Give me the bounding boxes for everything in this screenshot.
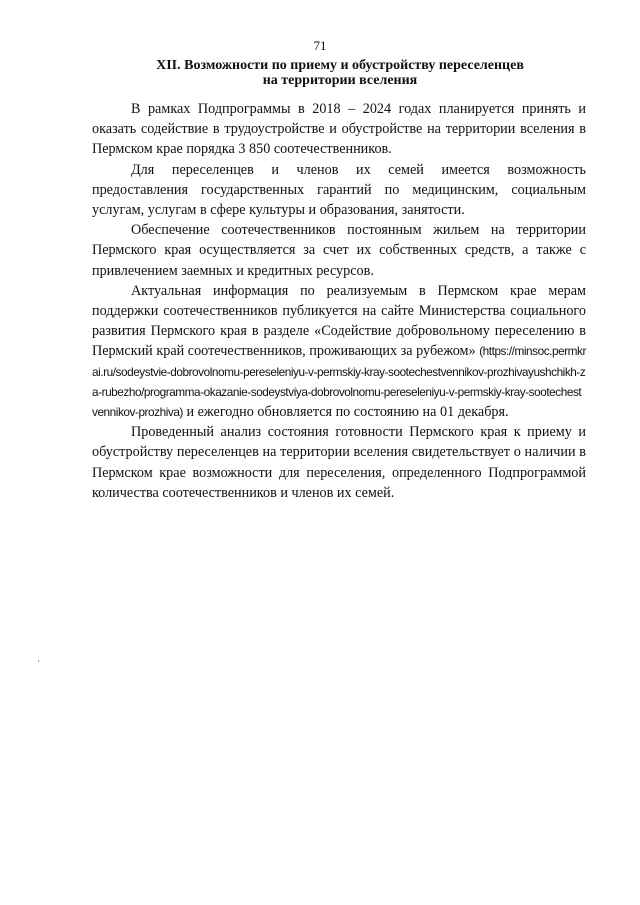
paragraph-4 <box>92 281 586 422</box>
section-title-line-2: на территории вселения <box>262 73 418 88</box>
paragraph-5: Проведенный анализ состояния готовности Пермского края к приему и обустройству переселенцев на территории вселения свидетельствует о наличии в Пермском крае возможности для переселения, определенного Подпрограммой количества соотечественников и членов их семей. <box>92 424 586 501</box>
page-number: 71 <box>313 38 327 53</box>
scan-speck <box>38 660 39 662</box>
paragraph-3: Обеспечение соотечественников постоянным жильем на территории Пермского края осуществляется за счет их собственных средств, а также с привлечением заемных и кредитных ресурсов. <box>92 222 586 279</box>
section-title-line-1: XII. Возможности по приему и обустройству переселенцев <box>156 58 524 73</box>
paragraph-4-text-before: Актуальная информация по реализуемым в Пермском крае мерам поддержки соотечественников публикуется на сайте Министерства социального развития Пермского края в разделе «Содействие добровольному переселению в Пермский край соотечественников, проживающих за рубежом» <box>92 282 586 360</box>
section-title <box>90 58 590 88</box>
paragraph-4-text-after: и ежегодно обновляется по состоянию на 01 декабря. <box>182 404 509 421</box>
ministry-website-link[interactable]: (https://minsoc.permkrai.ru/sodeystvie-dobrovolnomu-pereseleniyu-v-permskiy-kray-sootechestvennikov-prozhivayushchikh-za-rubezho/programma-okazanie-sodeystviya-dobrovolnomu-pereseleniyu-v-permskiy-kray-sootechestvennikov-prozhiva) <box>92 344 586 420</box>
paragraph-2: Для переселенцев и членов их семей имеется возможность предоставления государственных гарантий по медицинским, социальным услугам, услугам в сфере культуры и образования, занятости. <box>92 161 586 219</box>
body-text <box>92 99 586 503</box>
paragraph-1: В рамках Подпрограммы в 2018 – 2024 годах планируется принять и оказать содействие в трудоустройстве и обустройстве на территории вселения в Пермском крае порядка 3 850 соотечественников. <box>92 101 586 158</box>
